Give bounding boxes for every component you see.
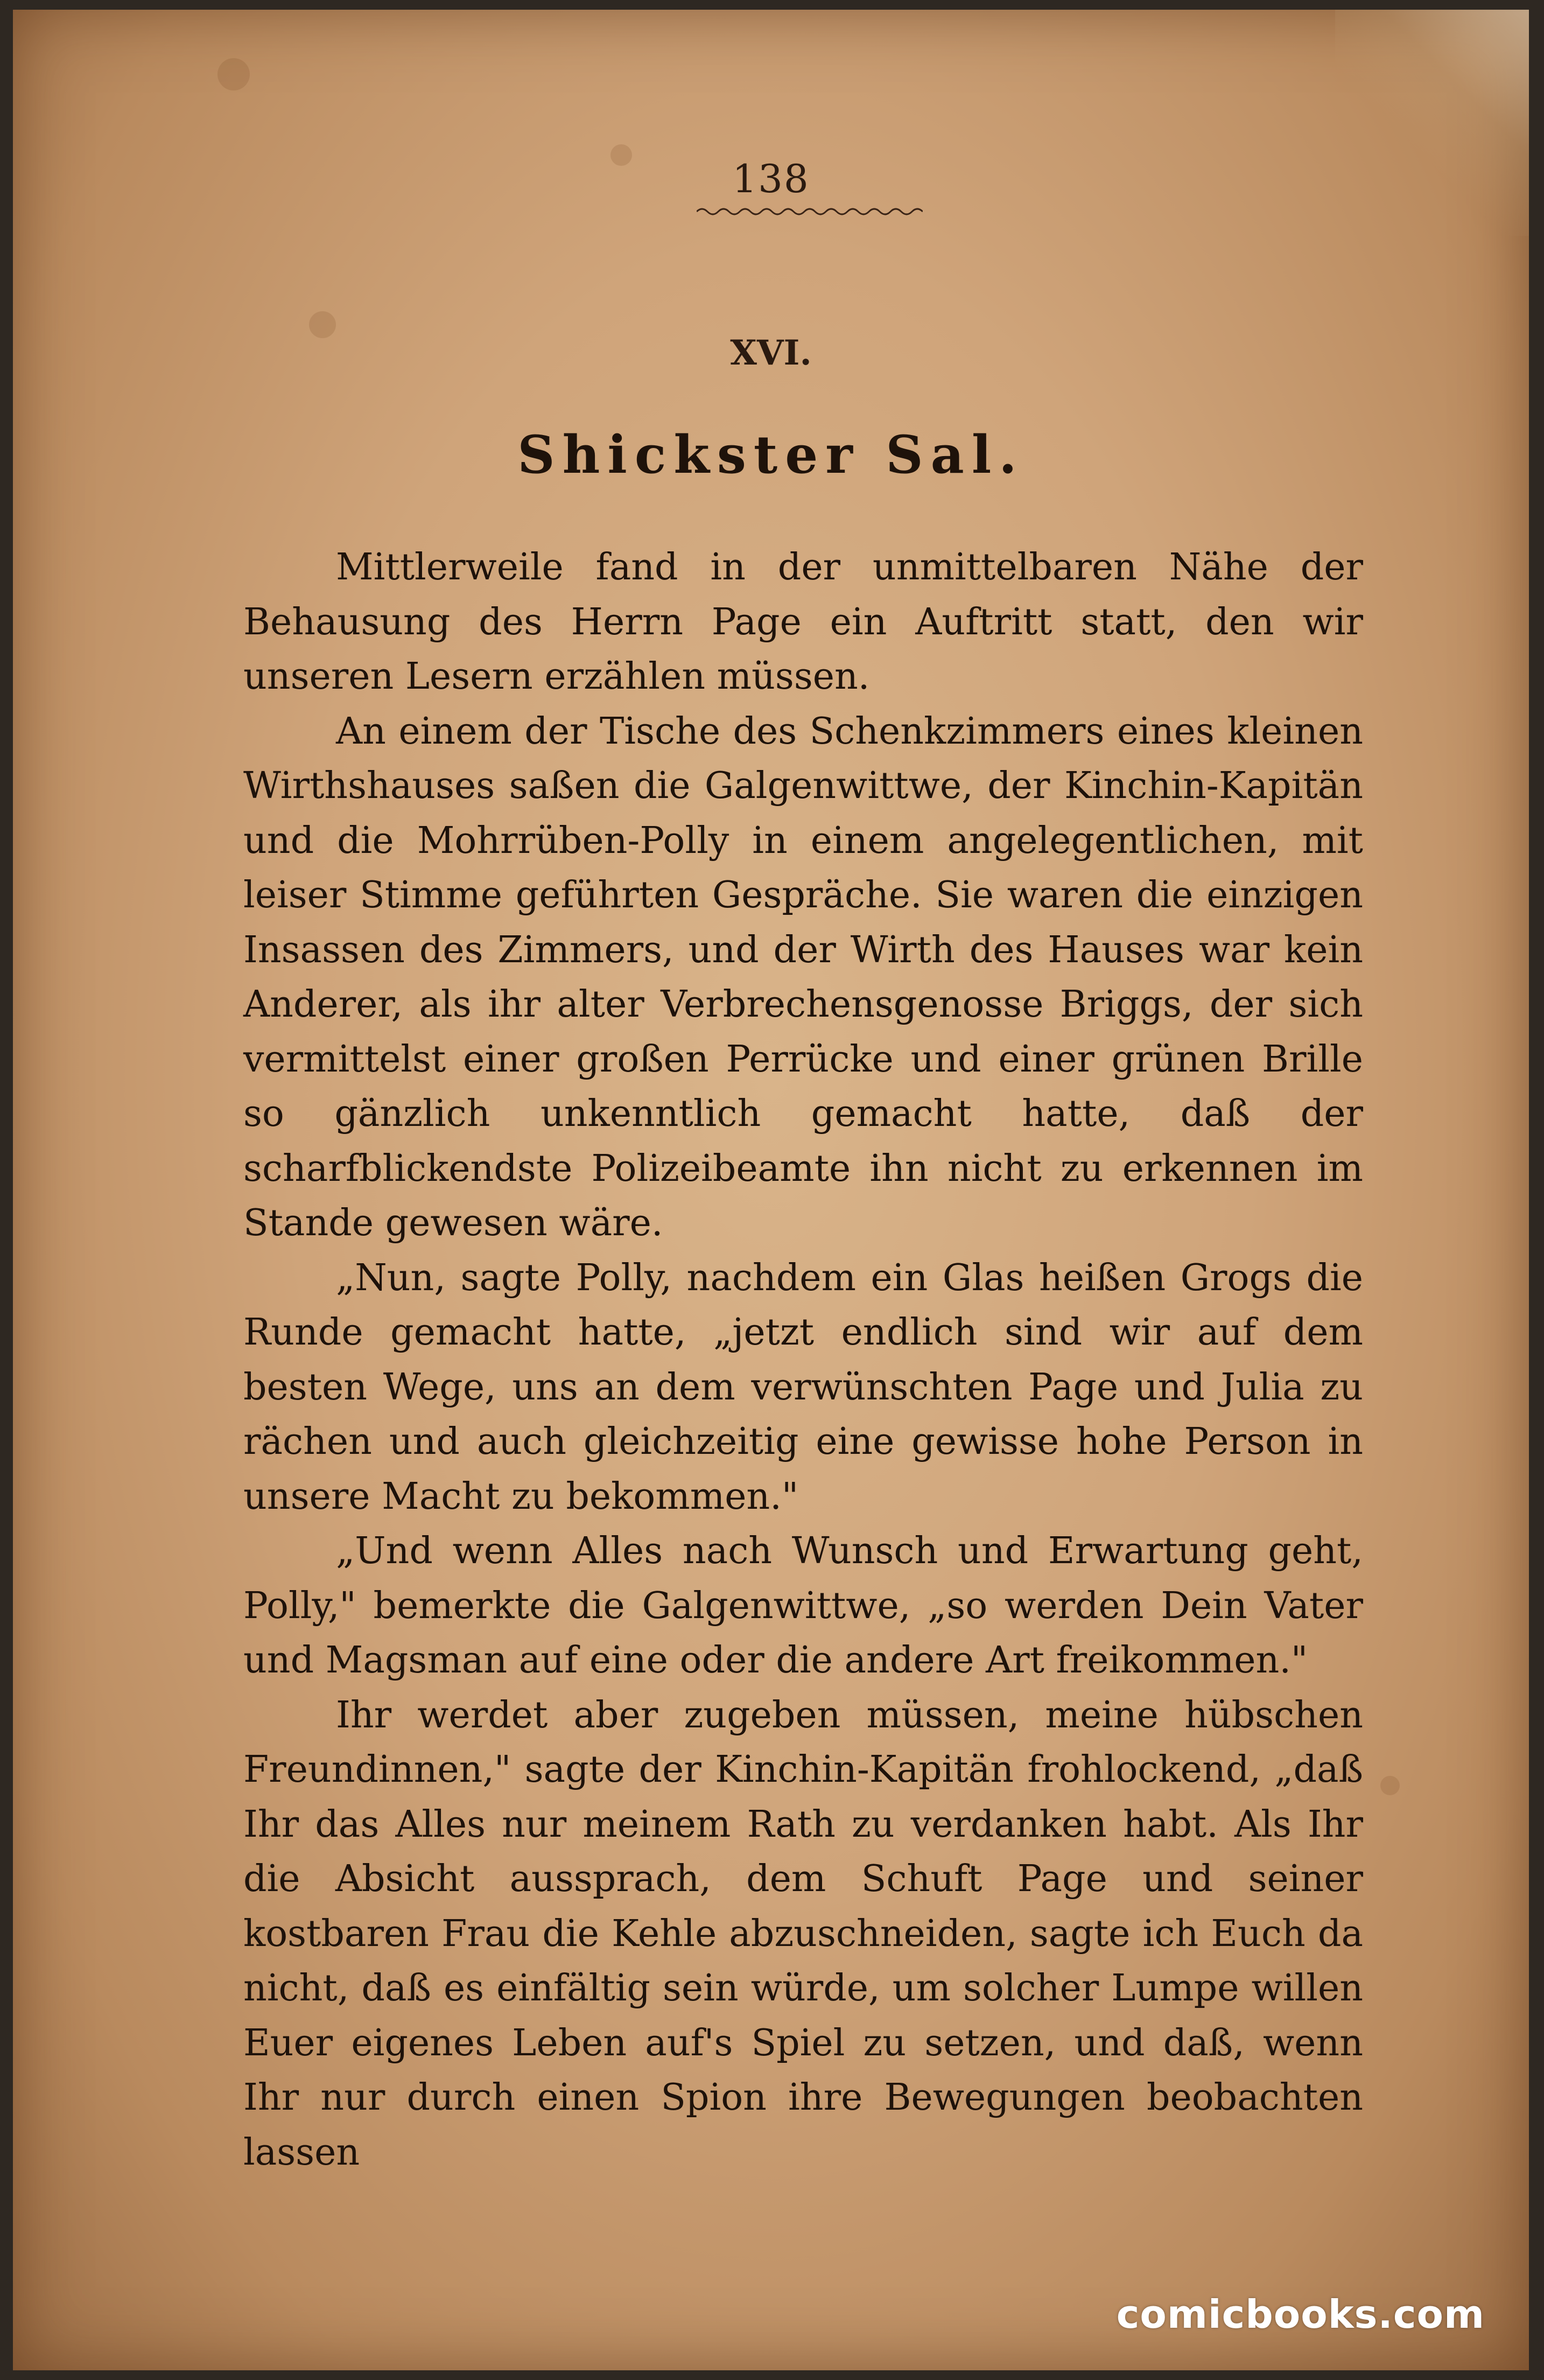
body-text <box>243 540 1363 2180</box>
page-number: 138 <box>732 156 810 201</box>
paragraph: Mittlerweile fand in der unmittelbaren Nähe der Behausung des Herrn Page ein Auftritt statt, den wir unseren Lesern erzählen müssen. <box>243 546 1363 698</box>
paragraph: „Nun, sagte Polly, nachdem ein Glas heißen Grogs die Runde gemacht hatte, „jetzt endlich sind wir auf dem besten Wege, uns an dem verwünschten Page und Julia zu rächen und auch gleichzeitig eine gewisse hohe Person in unsere Macht zu bekommen." <box>243 1256 1363 1518</box>
watermark: comicbooks.com <box>1116 2292 1485 2337</box>
paragraph: An einem der Tische des Schenkzimmers eines kleinen Wirthshauses saßen die Galgenwittwe, der Kinchin-Kapitän und die Mohrrüben-Polly in einem angelegentlichen, mit leiser Stimme geführten Gespräche. Sie waren die einzigen Insassen des Zimmers, und der Wirth des Hauses war kein Anderer, als ihr alter Verbrechensgenosse Briggs, der sich vermittelst einer großen Perrücke und einer grünen Brille so gänzlich unkenntlich gemacht hatte, daß der scharfblickendste Polizeibeamte ihn nicht zu erkennen im Stande gewesen wäre. <box>243 710 1363 1244</box>
paper-stain <box>1380 1776 1400 1795</box>
chapter-numeral: XVI. <box>730 333 812 373</box>
wave-ornament <box>697 204 923 220</box>
paragraph: Ihr werdet aber zugeben müssen, meine hübschen Freundinnen," sagte der Kinchin-Kapitän frohlockend, „daß Ihr das Alles nur meinem Rath zu verdanken habt. Als Ihr die Absicht aussprach, dem Schuft Page und seiner kostbaren Frau die Kehle abzuschneiden, sagte ich Euch da nicht, daß es einfältig sein würde, um solcher Lumpe willen Euer eigenes Leben auf's Spiel zu setzen, und daß, wenn Ihr nur durch einen Spion ihre Bewegungen beobachten lassen <box>243 1693 1363 2174</box>
chapter-title: Shickster Sal. <box>517 424 1024 485</box>
paragraph: „Und wenn Alles nach Wunsch und Erwartung geht, Polly," bemerkte die Galgenwittwe, „so werden Dein Vater und Magsman auf eine oder die andere Art freikommen." <box>243 1530 1363 1682</box>
book-page <box>13 10 1529 2370</box>
page-corner-crease <box>1335 10 1529 236</box>
paper-stain <box>217 58 250 90</box>
